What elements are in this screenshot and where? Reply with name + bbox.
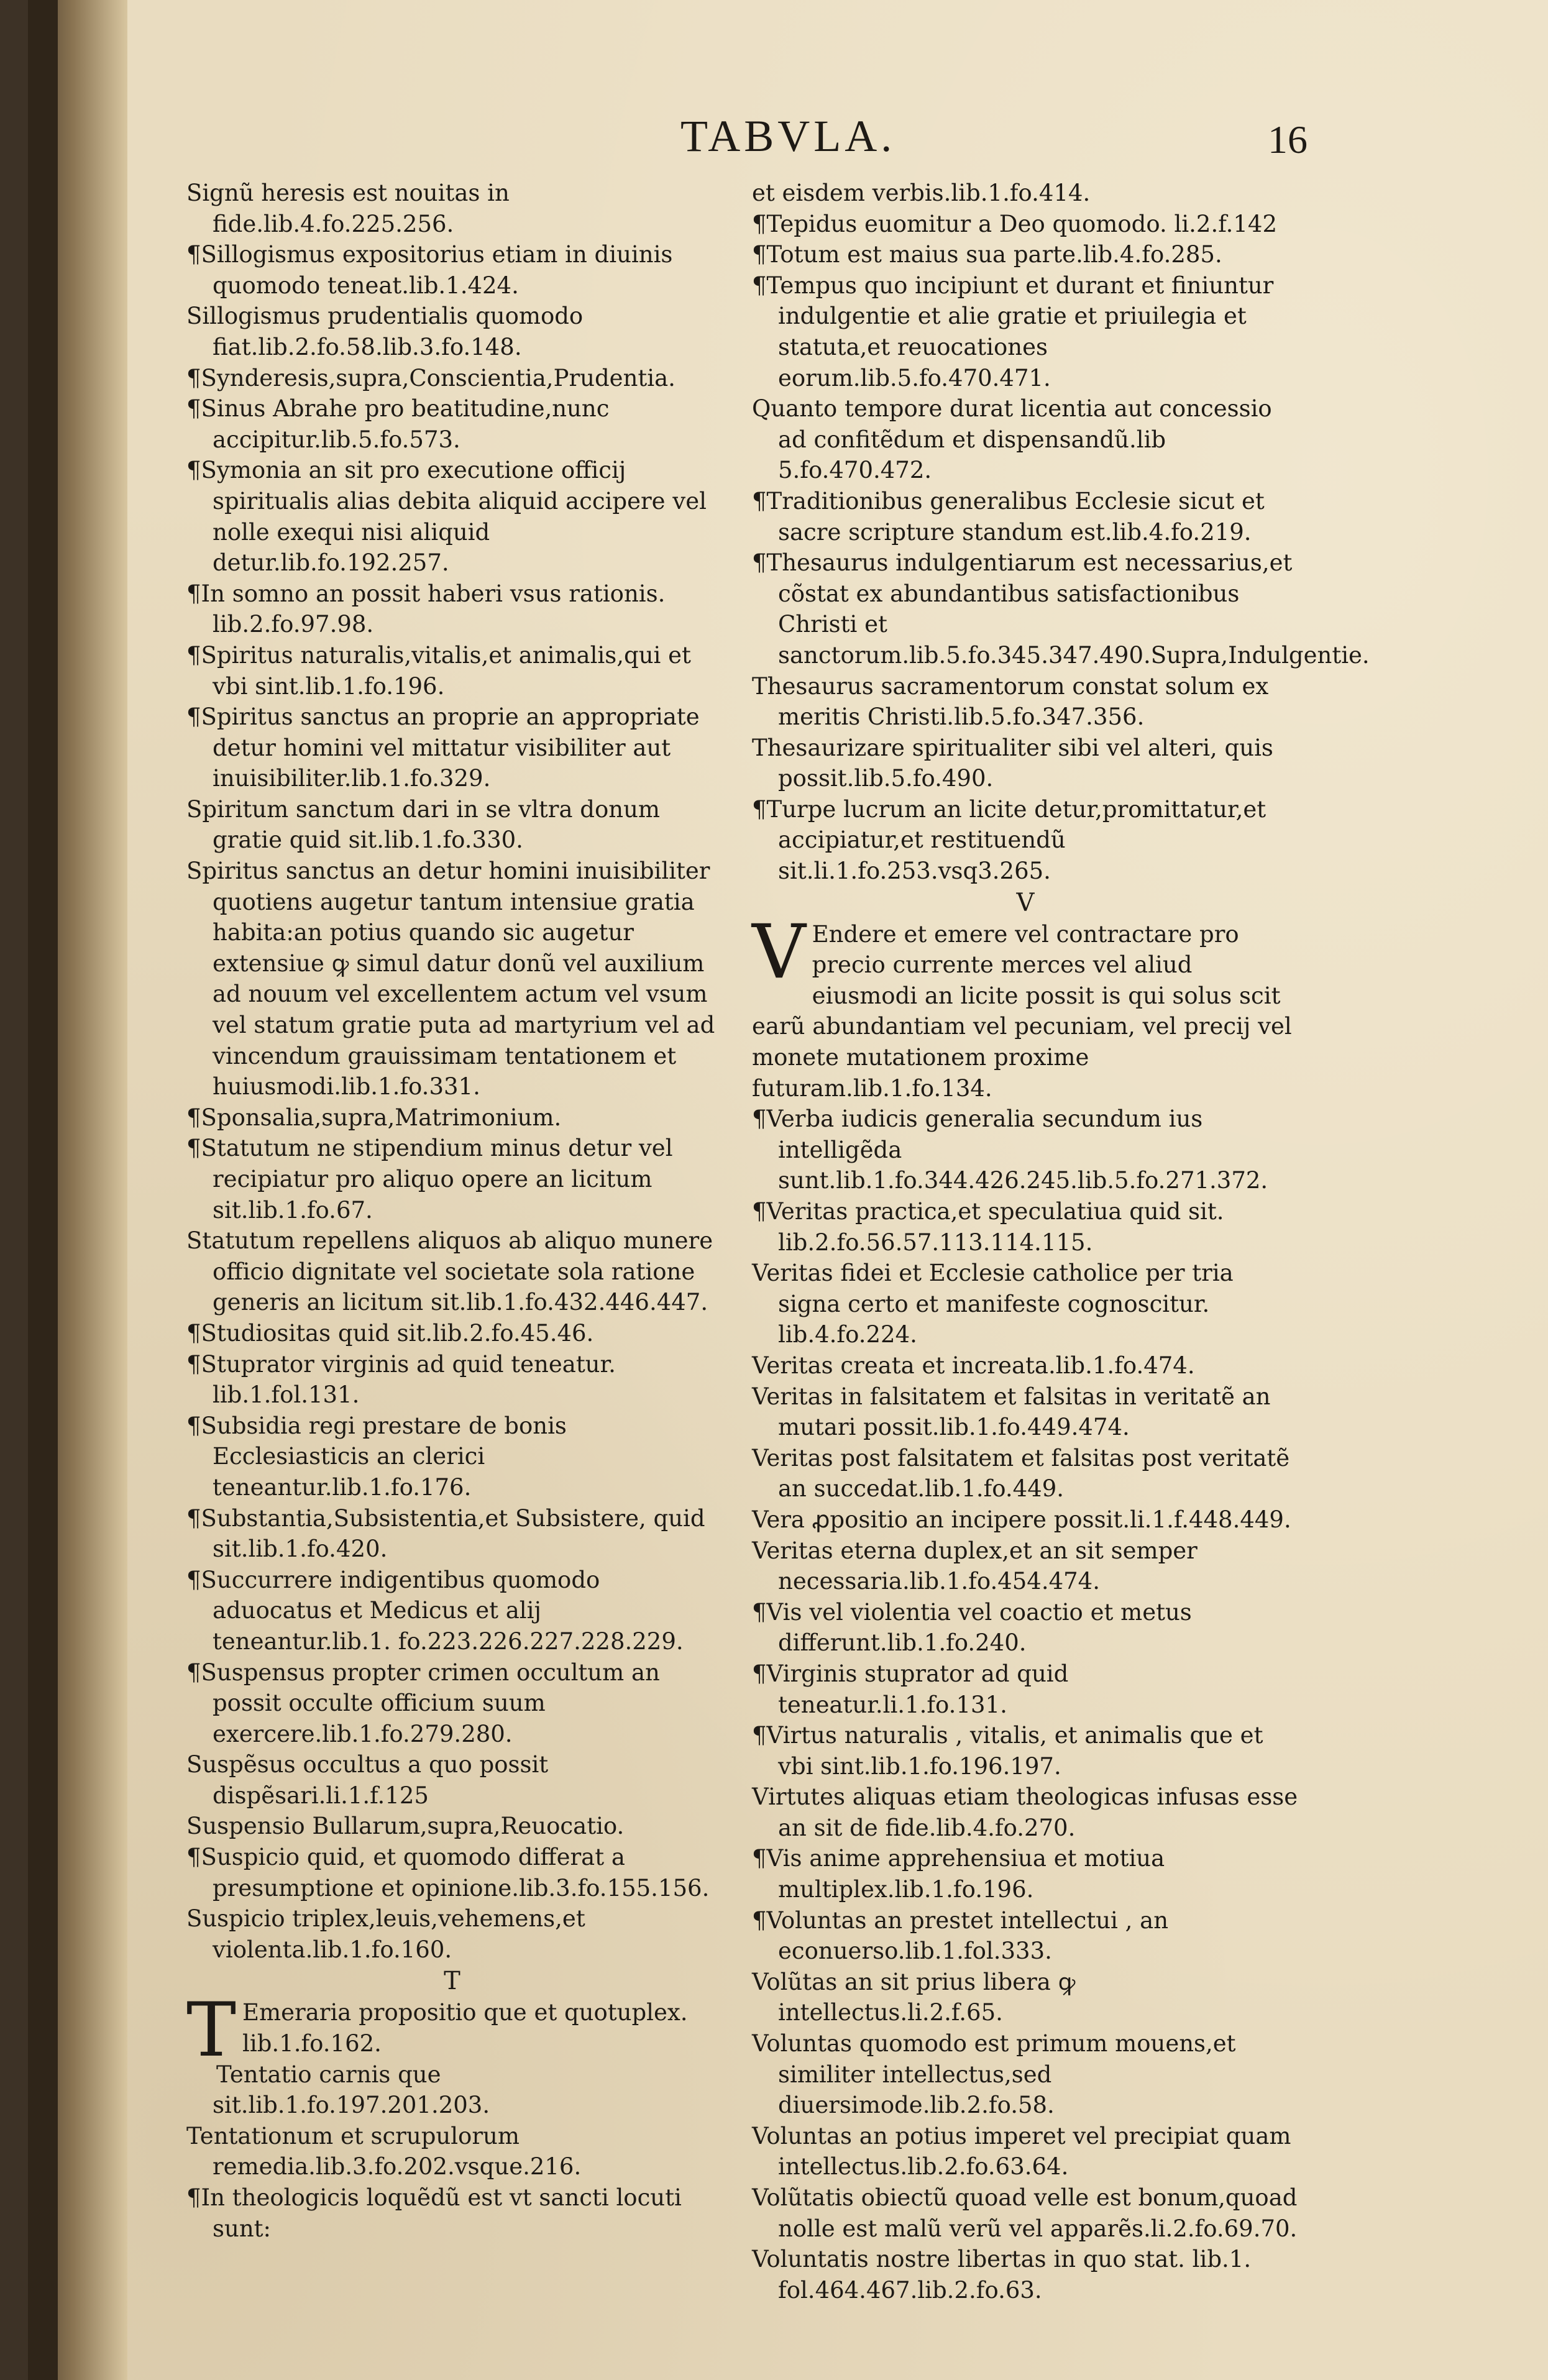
index-entry: Veritas fidei et Ecclesie catholice per tria signa certo et manifeste cognoscitur. lib.4.fo.224.	[752, 1260, 1234, 1348]
index-entry: ¶Sinus Abrahe pro beatitudine,nunc accipitur.lib.5.fo.573.	[186, 395, 610, 453]
left-entries-after	[186, 2059, 718, 2245]
index-entry: ¶In theologicis loquẽdũ est vt sancti locuti sunt:	[186, 2184, 682, 2242]
right-column	[752, 178, 1370, 2305]
drop-capital-t: T	[186, 1987, 237, 2074]
section-letter-t: T	[444, 1967, 460, 1996]
index-entry: Voluntatis nostre libertas in quo stat. lib.1. fol.464.467.lib.2.fo.63.	[752, 2246, 1252, 2304]
index-entry: ¶Vis anime apprehensiua et motiua multiplex.lib.1.fo.196.	[752, 1845, 1165, 1903]
index-entry: ¶Traditionibus generalibus Ecclesie sicut et sacre scripture standum est.lib.4.fo.219.	[752, 487, 1265, 546]
index-entry: Thesaurus sacramentorum constat solum ex meritis Christi.lib.5.fo.347.356.	[752, 672, 1269, 731]
index-entry: ¶Sillogismus expositorius etiam in diuinis quomodo teneat.lib.1.424.	[186, 241, 673, 299]
index-entry: ¶Tempus quo incipiunt et durant et finiuntur indulgentie et alie gratie et priuilegia et statuta,et reuocationes eorum.lib.5.fo.470.471.	[752, 272, 1274, 391]
drop-capital-v: V	[752, 909, 806, 995]
index-entry: Volũtas an sit prius libera ꝙ intellectus.li.2.f.65.	[752, 1968, 1076, 2026]
index-entry: ¶Virtus naturalis , vitalis, et animalis que et vbi sint.lib.1.fo.196.197.	[752, 1722, 1263, 1780]
index-entry: ¶Tepidus euomitur a Deo quomodo. li.2.f.142	[752, 210, 1277, 237]
index-entry: ¶Sponsalia,supra,Matrimonium.	[186, 1104, 562, 1131]
section-v-first-text: Endere et emere vel contractare pro precio currente merces vel aliud eiusmodi an licite possit is qui solus scit earũ abundantiam vel pecuniam, vel precij vel monete mutationem proxime futuram.lib.1.fo.134.	[752, 920, 1292, 1102]
index-entry: Suspicio triplex,leuis,vehemens,et violenta.lib.1.fo.160.	[186, 1905, 585, 1963]
right-entries-after	[752, 1104, 1299, 2305]
index-entry: ¶Thesaurus indulgentiarum est necessarius,et cõstat ex abundantibus satisfactionibus Christi et sanctorum.lib.5.fo.345.347.490.Supra,Indulgentie.	[752, 549, 1370, 669]
left-entries	[186, 178, 718, 1965]
index-entry: ¶Suspensus propter crimen occultum an possit occulte officium suum exercere.lib.1.fo.279.280.	[186, 1659, 660, 1747]
index-entry: Quanto tempore durat licentia aut concessio ad confitẽdum et dispensandũ.lib 5.fo.470.472.	[752, 395, 1272, 484]
index-entry: ¶In somno an possit haberi vsus rationis. lib.2.fo.97.98.	[186, 580, 666, 638]
left-column	[186, 178, 718, 2244]
running-title: TABVLA.	[680, 111, 896, 161]
index-entry: Tentationum et scrupulorum remedia.lib.3.fo.202.vsque.216.	[186, 2122, 582, 2181]
index-entry: Spiritum sanctum dari in se vltra donum gratie quid sit.lib.1.fo.330.	[186, 795, 660, 854]
folio-number: 16	[1268, 117, 1308, 162]
index-entry: Statutum repellens aliquos ab aliquo munere officio dignitate vel societate sola ratione generis an licitum sit.lib.1.fo.432.446.447.	[186, 1227, 713, 1316]
index-entry: Sillogismus prudentialis quomodo fiat.lib.2.fo.58.lib.3.fo.148.	[186, 303, 584, 360]
section-v-first-entry	[752, 909, 1299, 1104]
index-entry: Thesaurizare spiritualiter sibi vel alteri, quis possit.lib.5.fo.490.	[752, 734, 1273, 792]
book-page	[28, 0, 1548, 2380]
index-entry: ¶Studiositas quid sit.lib.2.fo.45.46.	[186, 1319, 594, 1347]
index-entry: Suspensio Bullarum,supra,Reuocatio.	[186, 1813, 625, 1840]
index-entry: ¶Suspicio quid, et quomodo differat a presumptione et opinione.lib.3.fo.155.156.	[186, 1844, 710, 1902]
index-entry: ¶Spiritus naturalis,vitalis,et animalis,qui et vbi sint.lib.1.fo.196.	[186, 641, 691, 700]
index-entry: et eisdem verbis.lib.1.fo.414.	[752, 180, 1091, 206]
index-entry: Veritas creata et increata.lib.1.fo.474.	[752, 1352, 1195, 1379]
index-entry: ¶Spiritus sanctus an proprie an appropriate detur homini vel mittatur visibiliter aut inuisibiliter.lib.1.fo.329.	[186, 703, 700, 792]
index-entry: Veritas in falsitatem et falsitas in veritatẽ an mutari possit.lib.1.fo.449.474.	[752, 1383, 1271, 1441]
index-entry: ¶Stuprator virginis ad quid teneatur. lib.1.fol.131.	[186, 1350, 616, 1409]
index-entry: Virtutes aliquas etiam theologicas infusas esse an sit de fide.lib.4.fo.270.	[752, 1783, 1298, 1841]
index-entry: ¶Synderesis,supra,Conscientia,Prudentia.	[186, 364, 676, 391]
index-entry: ¶Subsidia regi prestare de bonis Ecclesiasticis an clerici teneantur.lib.1.fo.176.	[186, 1412, 567, 1501]
index-entry: ¶Virginis stuprator ad quid teneatur.li.1.fo.131.	[752, 1660, 1069, 1718]
index-entry: ¶Statutum ne stipendium minus detur vel recipiatur pro aliquo opere an licitum sit.lib.1.fo.67.	[186, 1135, 673, 1224]
page-edge-shadow	[28, 0, 58, 2380]
index-entry: Voluntas an potius imperet vel precipiat quam intellectus.lib.2.fo.63.64.	[752, 2122, 1291, 2181]
section-letter-v: V	[1016, 888, 1035, 917]
right-entries	[752, 178, 1370, 887]
section-t-first-text: Emeraria propositio que et quotuplex. lib.1.fo.162.	[242, 1999, 688, 2057]
index-entry: ¶Voluntas an prestet intellectui , an econuerso.lib.1.fol.333.	[752, 1906, 1169, 1965]
index-entry: ¶Succurrere indigentibus quomodo aduocatus et Medicus et alij teneantur.lib.1. fo.223.226.227.228.229.	[186, 1566, 684, 1655]
index-entry: Vera ꝓpositio an incipere possit.li.1.f.448.449.	[752, 1506, 1291, 1533]
index-entry: ¶Verba iudicis generalia secundum ius intelligẽda sunt.lib.1.fo.344.426.245.lib.5.fo.271.372.	[752, 1105, 1268, 1194]
index-entry: Voluntas quomodo est primum mouens,et similiter intellectus,sed diuersimode.lib.2.fo.58.	[752, 2030, 1236, 2119]
index-entry: ¶Totum est maius sua parte.lib.4.fo.285.	[752, 241, 1222, 268]
index-entry: Signũ heresis est nouitas in fide.lib.4.fo.225.256.	[186, 180, 510, 237]
binding-gutter	[28, 0, 127, 2380]
section-t-first-entry	[186, 1987, 718, 2074]
index-entry: ¶Substantia,Subsistentia,et Subsistere, quid sit.lib.1.fo.420.	[186, 1504, 705, 1563]
index-entry: Veritas eterna duplex,et an sit semper necessaria.lib.1.fo.454.474.	[752, 1537, 1198, 1595]
index-entry: Spiritus sanctus an detur homini inuisibiliter quotiens augetur tantum intensiue gratia habita:an potius quando sic augetur extensiue ꝙ simul datur donũ vel auxilium ad nouum vel excellentem actum vel vsum vel statum gratie puta ad martyrium vel ad vincendum grauissimam tentationem et huiusmodi.lib.1.fo.331.	[186, 858, 715, 1101]
index-entry: ¶Veritas practica,et speculatiua quid sit. lib.2.fo.56.57.113.114.115.	[752, 1198, 1224, 1256]
index-entry: Tentatio carnis que sit.lib.1.fo.197.201.203.	[213, 2061, 490, 2119]
index-entry: ¶Symonia an sit pro executione officij spiritualis alias debita aliquid accipere vel nolle exequi nisi aliquid detur.lib.fo.192.257.	[186, 457, 707, 577]
index-entry: ¶Vis vel violentia vel coactio et metus differunt.lib.1.fo.240.	[752, 1598, 1192, 1657]
index-entry: Veritas post falsitatem et falsitas post veritatẽ an succedat.lib.1.fo.449.	[752, 1444, 1290, 1503]
index-entry: ¶Turpe lucrum an licite detur,promittatur,et accipiatur,et restituendũ sit.li.1.fo.253.vsq3.265.	[752, 795, 1266, 885]
index-entry: Volũtatis obiectũ quoad velle est bonum,quoad nolle est malũ verũ vel apparẽs.li.2.fo.69.70.	[752, 2184, 1298, 2242]
index-entry: Suspẽsus occultus a quo possit dispẽsari.li.1.f.125	[186, 1751, 549, 1809]
